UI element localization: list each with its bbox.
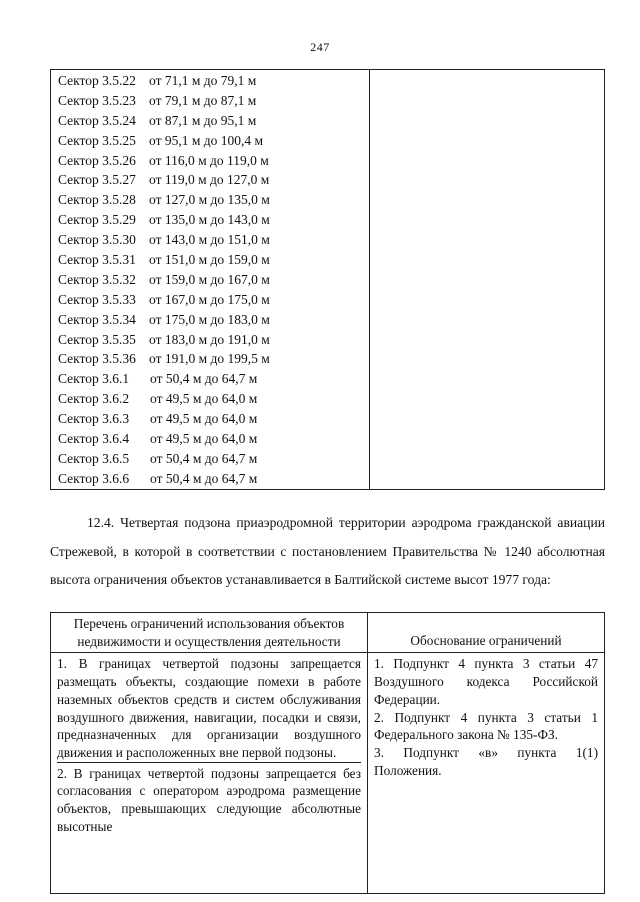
sector-code: Сектор 3.5.27	[58, 172, 136, 188]
sector-row	[51, 389, 369, 409]
sector-list-cell	[51, 70, 370, 490]
subzone-4-text: 12.4. Четвертая подзона приаэродромной территории аэродрома гражданской авиации Стрежевой, в которой в соответствии с постановлением Правительства № 1240 абсолютная высота ограничения объектов устанавливается в Балтийской системе высот 1977 года:	[50, 515, 605, 587]
subzone-4-paragraph	[50, 509, 605, 595]
sector-height-range: от 87,1 м до 95,1 м	[149, 112, 257, 128]
sector-height-range: от 95,1 м до 100,4 м	[149, 132, 264, 148]
sector-list	[51, 71, 369, 489]
sector-height-range: от 49,5 м до 64,0 м	[150, 431, 258, 447]
sector-code: Сектор 3.6.1	[58, 371, 130, 387]
sector-height-range: от 127,0 м до 135,0 м	[149, 192, 270, 208]
header-restrictions: Перечень ограничений использования объектов недвижимости и осуществления деятельности	[51, 613, 368, 653]
sector-code: Сектор 3.5.33	[58, 291, 136, 307]
sector-row	[51, 429, 369, 449]
sector-height-range: от 167,0 м до 175,0 м	[149, 291, 270, 307]
sector-code: Сектор 3.5.35	[58, 331, 136, 347]
sector-code: Сектор 3.6.5	[58, 450, 130, 466]
sector-heights-table	[50, 69, 605, 490]
sector-height-range: от 159,0 м до 167,0 м	[149, 271, 270, 287]
sector-row	[51, 469, 369, 489]
restrictions-cell	[51, 653, 368, 894]
restriction-item-1: 1. В границах четвертой подзоны запрещается размещать объекты, создающие помехи в работе наземных объектов средств и систем обслуживания воздушного движения, навигации, посадки и связи, предназначенных для организации воздушного движения и расположенных вне первой подзоны.	[57, 656, 361, 760]
sector-row	[51, 151, 369, 171]
sector-height-range: от 175,0 м до 183,0 м	[149, 311, 270, 327]
sector-height-range: от 183,0 м до 191,0 м	[149, 331, 270, 347]
sector-row	[51, 111, 369, 131]
sector-height-range: от 116,0 м до 119,0 м	[149, 152, 269, 168]
sector-code: Сектор 3.6.2	[58, 391, 130, 407]
sector-height-range: от 49,5 м до 64,0 м	[150, 391, 258, 407]
sector-code: Сектор 3.5.30	[58, 232, 136, 248]
sector-row	[51, 131, 369, 151]
sector-row	[51, 230, 369, 250]
sector-code: Сектор 3.6.4	[58, 431, 130, 447]
sector-code: Сектор 3.5.32	[58, 271, 136, 287]
sector-height-range: от 135,0 м до 143,0 м	[149, 212, 270, 228]
header-justification: Обоснование ограничений	[368, 613, 605, 653]
sector-code: Сектор 3.5.22	[58, 73, 136, 88]
sector-row	[51, 449, 369, 469]
justification-item-2: 2. Подпункт 4 пункта 3 статьи 1 Федерального закона № 135-ФЗ.	[374, 709, 598, 743]
restrictions-table	[50, 612, 605, 894]
sector-height-range: от 49,5 м до 64,0 м	[150, 411, 258, 427]
sector-height-range: от 119,0 м до 127,0 м	[149, 172, 270, 188]
sector-row	[51, 290, 369, 310]
sector-height-range: от 143,0 м до 151,0 м	[149, 232, 270, 248]
sector-row	[51, 190, 369, 210]
sector-height-range: от 50,4 м до 64,7 м	[150, 450, 258, 466]
sector-code: Сектор 3.5.23	[58, 92, 136, 108]
sector-code: Сектор 3.5.24	[58, 112, 136, 128]
sector-code: Сектор 3.5.29	[58, 212, 136, 228]
sector-row	[51, 91, 369, 111]
sector-height-range: от 50,4 м до 64,7 м	[150, 470, 258, 486]
sector-row	[51, 310, 369, 330]
sector-height-range: от 191,0 м до 199,5 м	[149, 351, 270, 367]
sector-code: Сектор 3.5.34	[58, 311, 136, 327]
page-number: 247	[310, 40, 330, 54]
sector-row	[51, 170, 369, 190]
justification-cell	[368, 653, 605, 894]
sector-height-range: от 79,1 м до 87,1 м	[149, 92, 257, 108]
sector-row	[51, 349, 369, 369]
sector-code: Сектор 3.6.3	[58, 411, 130, 427]
sector-row	[51, 270, 369, 290]
restriction-item-2: 2. В границах четвертой подзоны запрещается без согласования с оператором аэродрома размещение объектов, превышающих следующие абсолютные высотные	[57, 762, 361, 836]
sector-row	[51, 250, 369, 270]
sector-row	[51, 409, 369, 429]
sector-height-range: от 50,4 м до 64,7 м	[150, 371, 258, 387]
sector-code: Сектор 3.5.26	[58, 152, 136, 168]
justification-item-1: 1. Подпункт 4 пункта 3 статьи 47 Воздушного кодекса Российской Федерации.	[374, 656, 598, 707]
sector-code: Сектор 3.5.36	[58, 351, 136, 367]
sector-height-range: от 71,1 м до 79,1 м	[149, 73, 257, 88]
sector-row	[51, 330, 369, 350]
sector-height-range: от 151,0 м до 159,0 м	[149, 252, 270, 268]
sector-justification-cell	[370, 70, 605, 490]
sector-row	[51, 369, 369, 389]
sector-row	[51, 71, 369, 91]
justification-item-3: 3. Подпункт «в» пункта 1(1) Положения.	[374, 744, 598, 778]
sector-row	[51, 210, 369, 230]
sector-code: Сектор 3.6.6	[58, 470, 130, 486]
sector-code: Сектор 3.5.31	[58, 252, 136, 268]
sector-code: Сектор 3.5.25	[58, 132, 136, 148]
sector-code: Сектор 3.5.28	[58, 192, 136, 208]
